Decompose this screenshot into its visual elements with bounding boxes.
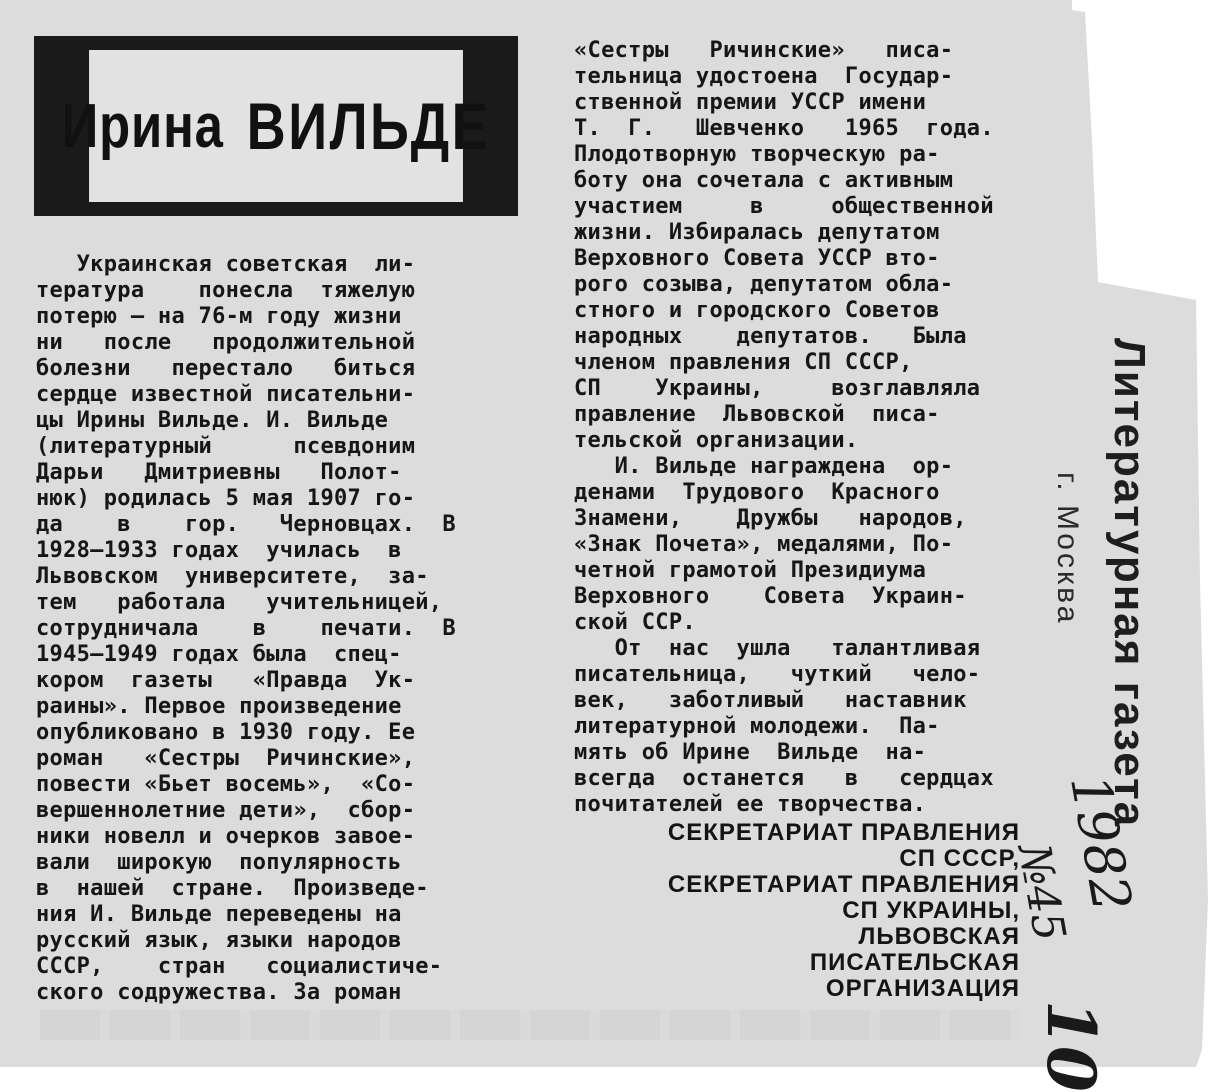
headline-first-name: Ирина <box>61 91 224 161</box>
signature-line: ЛЬВОВСКАЯ <box>858 923 1020 950</box>
article-line: 1945—1949 годах была спец- <box>36 642 402 667</box>
article-line: стного и городского Советов <box>574 298 940 323</box>
city-stamp: г. Москва <box>1051 472 1084 626</box>
article-line: Знамени, Дружбы народов, <box>574 506 967 531</box>
article-line: нюк) родилась 5 мая 1907 го- <box>36 486 416 511</box>
handwritten-date: 10 <box>1032 1000 1110 1092</box>
article-line: рого созыва, депутатом обла- <box>574 272 954 297</box>
article-line: почитателей ее творчества. <box>574 792 927 817</box>
article-line: тература понесла тяжелую <box>36 278 416 303</box>
headline-last-name: ВИЛЬДЕ <box>246 89 491 163</box>
signature-line: СП УКРАИНЫ, <box>842 897 1020 924</box>
article-line: повести «Бьет восемь», «Со- <box>36 772 416 797</box>
signature-line: ОРГАНИЗАЦИЯ <box>825 975 1020 1002</box>
article-line: сотрудничала в печати. В <box>36 616 456 641</box>
article-line: От нас ушла талантливая <box>574 636 981 661</box>
signature-line: СЕКРЕТАРИАТ ПРАВЛЕНИЯ <box>667 819 1020 846</box>
article-line: боту она сочетала с активным <box>574 168 954 193</box>
article-line: Т. Г. Шевченко 1965 года. <box>574 116 994 141</box>
headline <box>61 50 491 202</box>
article-line: (литературный псевдоним <box>36 434 416 459</box>
article-line: участием в общественной <box>574 194 994 219</box>
article-line: ского содружества. За роман <box>36 980 402 1005</box>
article-line: «Сестры Ричинские» писа- <box>574 38 954 63</box>
article-line: тем работала учительницей, <box>36 590 443 615</box>
article-line: денами Трудового Красного <box>574 480 940 505</box>
article-line: тельской организации. <box>574 428 859 453</box>
article-line: жизни. Избиралась депутатом <box>574 220 940 245</box>
signature-line: СП СССР, <box>899 845 1020 872</box>
handwritten-issue: №45 <box>1007 840 1075 945</box>
article-line: болезни перестало биться <box>36 356 416 381</box>
article-line: Плодотворную творческую ра- <box>574 142 940 167</box>
article-line: ники новелл и очерков завое- <box>36 824 416 849</box>
article-line: ния И. Вильде переведены на <box>36 902 402 927</box>
article-line: четной грамотой Президиума <box>574 558 927 583</box>
article-line: ни после продолжительной <box>36 330 416 355</box>
article-line: И. Вильде награждена ор- <box>574 454 954 479</box>
right-article-column <box>574 38 994 818</box>
article-line: цы Ирины Вильде. И. Вильде <box>36 408 389 433</box>
article-line: правление Львовской писа- <box>574 402 940 427</box>
article-line: опубликовано в 1930 году. Ее <box>36 720 416 745</box>
faded-text-strip <box>40 1010 1020 1040</box>
left-article-column <box>36 252 456 1006</box>
article-line: век, заботливый наставник <box>574 688 967 713</box>
signature-block <box>575 820 1020 1002</box>
article-line: СП Украины, возглавляла <box>574 376 981 401</box>
article-line: сердце известной писательни- <box>36 382 416 407</box>
article-line: Верховного Совета Украин- <box>574 584 967 609</box>
article-line: ственной премии УССР имени <box>574 90 927 115</box>
article-line: ской ССР. <box>574 610 696 635</box>
article-line: «Знак Почета», медалями, По- <box>574 532 954 557</box>
article-line: вершеннолетние дети», сбор- <box>36 798 416 823</box>
article-line: СССР, стран социалистиче- <box>36 954 443 979</box>
handwritten-year: 1982 <box>1057 770 1144 917</box>
article-line: Львовском университете, за- <box>36 564 429 589</box>
article-line: раины». Первое произведение <box>36 694 402 719</box>
article-line: тельница удостоена Государ- <box>574 64 954 89</box>
article-line: Дарьи Дмитриевны Полот- <box>36 460 402 485</box>
article-line: потерю — на 76-м году жизни <box>36 304 402 329</box>
article-line: мять об Ирине Вильде на- <box>574 740 927 765</box>
article-line: 1928—1933 годах училась в <box>36 538 402 563</box>
article-line: вали широкую популярность <box>36 850 402 875</box>
article-line: народных депутатов. Была <box>574 324 967 349</box>
newspaper-source-stamp: Литературная газета <box>1105 338 1154 829</box>
signature-line: ПИСАТЕЛЬСКАЯ <box>809 949 1020 976</box>
article-line: Верховного Совета УССР вто- <box>574 246 940 271</box>
article-line: роман «Сестры Ричинские», <box>36 746 416 771</box>
article-line: Украинская советская ли- <box>36 252 416 277</box>
article-line: литературной молодежи. Па- <box>574 714 940 739</box>
article-line: кором газеты «Правда Ук- <box>36 668 416 693</box>
article-line: в нашей стране. Произведе- <box>36 876 429 901</box>
signature-line: СЕКРЕТАРИАТ ПРАВЛЕНИЯ <box>667 871 1020 898</box>
article-line: русский язык, языки народов <box>36 928 402 953</box>
headline-frame <box>34 36 518 216</box>
article-line: всегда останется в сердцах <box>574 766 994 791</box>
article-line: да в гор. Черновцах. В <box>36 512 456 537</box>
article-line: членом правления СП СССР, <box>574 350 913 375</box>
article-line: писательница, чуткий чело- <box>574 662 981 687</box>
